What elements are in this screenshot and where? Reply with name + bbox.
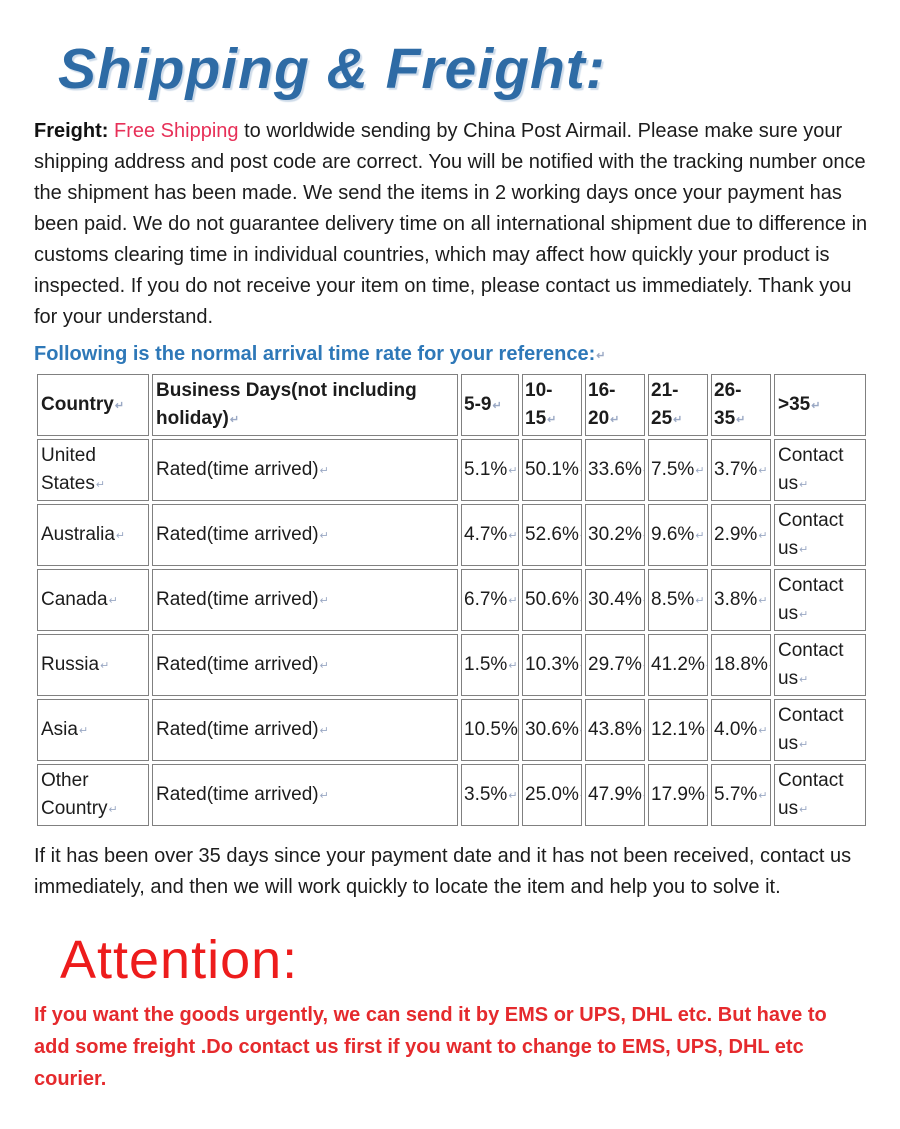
col-header-country: Country ↵ <box>37 374 149 436</box>
cell-rate-value: 4.0% ↵ <box>711 699 771 761</box>
table-row-australia <box>37 504 866 566</box>
cell-rate-value: 47.9% ↵ <box>585 764 645 826</box>
cell-rate-value: 41.2% ↵ <box>648 634 708 696</box>
cell-rate-value: 1.5% ↵ <box>461 634 519 696</box>
cell-rate-value: 10.5% ↵ <box>461 699 519 761</box>
cell-rate-value: 5.7% ↵ <box>711 764 771 826</box>
after-table-paragraph: If it has been over 35 days since your payment date and it has not been received, contact us immediately, and then we will work quickly to locate the item and help you to solve it. <box>34 845 852 898</box>
cell-contact-us: Contact us ↵ <box>774 569 866 631</box>
cell-rate-label: Rated(time arrived) ↵ <box>152 504 458 566</box>
cell-rate-value: 25.0% ↵ <box>522 764 582 826</box>
cell-rate-value: 29.7% ↵ <box>585 634 645 696</box>
cell-contact-us: Contact us ↵ <box>774 634 866 696</box>
cell-rate-value: 4.7% ↵ <box>461 504 519 566</box>
cell-rate-value: 3.8% ↵ <box>711 569 771 631</box>
cell-rate-label: Rated(time arrived) ↵ <box>152 634 458 696</box>
cell-country: Other Country ↵ <box>37 764 149 826</box>
cell-contact-us: Contact us ↵ <box>774 699 866 761</box>
cell-country: Australia ↵ <box>37 504 149 566</box>
col-header-16-20: 16-20 ↵ <box>585 374 645 436</box>
arrival-rate-table <box>34 371 869 829</box>
cell-rate-value: 43.8% ↵ <box>585 699 645 761</box>
cell-rate-value: 2.9% ↵ <box>711 504 771 566</box>
cell-rate-label: Rated(time arrived) ↵ <box>152 764 458 826</box>
freight-label: Freight: <box>34 120 109 142</box>
intro-paragraph <box>34 116 870 333</box>
cell-rate-value: 7.5% ↵ <box>648 439 708 501</box>
cell-contact-us: Contact us ↵ <box>774 764 866 826</box>
cell-rate-value: 30.4% ↵ <box>585 569 645 631</box>
cell-contact-us: Contact us ↵ <box>774 439 866 501</box>
cell-rate-value: 3.5% ↵ <box>461 764 519 826</box>
col-header-5-9: 5-9 ↵ <box>461 374 519 436</box>
cell-rate-value: 12.1% ↵ <box>648 699 708 761</box>
cell-country: United States ↵ <box>37 439 149 501</box>
cell-rate-value: 50.1% ↵ <box>522 439 582 501</box>
page-title: Shipping & Freight: <box>58 37 606 101</box>
col-header-21-25: 21-25 ↵ <box>648 374 708 436</box>
table-row-canada <box>37 569 866 631</box>
cell-rate-value: 6.7% ↵ <box>461 569 519 631</box>
cell-rate-value: 50.6% ↵ <box>522 569 582 631</box>
attention-heading: Attention: <box>60 930 299 990</box>
free-shipping-highlight: Free Shipping <box>114 120 239 142</box>
cell-rate-value: 33.6% ↵ <box>585 439 645 501</box>
cell-rate-value: 17.9% ↵ <box>648 764 708 826</box>
cell-rate-value: 5.1% ↵ <box>461 439 519 501</box>
table-caption: Following is the normal arrival time rate for your reference: ↵ <box>34 343 870 366</box>
table-header-row <box>37 374 866 436</box>
cell-rate-label: Rated(time arrived) ↵ <box>152 569 458 631</box>
attention-paragraph: If you want the goods urgently, we can send it by EMS or UPS, DHL etc. But have to add some freight .Do contact us first if you want to change to EMS, UPS, DHL etc courier. <box>34 1004 827 1090</box>
table-row-asia <box>37 699 866 761</box>
cell-rate-value: 8.5% ↵ <box>648 569 708 631</box>
cell-rate-label: Rated(time arrived) ↵ <box>152 699 458 761</box>
cell-rate-value: 9.6% ↵ <box>648 504 708 566</box>
table-row-other-country <box>37 764 866 826</box>
col-header-10-15: 10-15 ↵ <box>522 374 582 436</box>
cell-rate-label: Rated(time arrived) ↵ <box>152 439 458 501</box>
cell-rate-value: 30.6% ↵ <box>522 699 582 761</box>
cell-contact-us: Contact us ↵ <box>774 504 866 566</box>
col-header-26-35: 26-35 ↵ <box>711 374 771 436</box>
cell-rate-value: 30.2% ↵ <box>585 504 645 566</box>
cell-country: Asia ↵ <box>37 699 149 761</box>
cell-rate-value: 10.3% ↵ <box>522 634 582 696</box>
cell-country: Canada ↵ <box>37 569 149 631</box>
cell-rate-value: 18.8% ↵ <box>711 634 771 696</box>
cell-country: Russia ↵ <box>37 634 149 696</box>
cell-rate-value: 3.7% ↵ <box>711 439 771 501</box>
col-header-business-days: Business Days(not including holiday) ↵ <box>152 374 458 436</box>
table-row-russia <box>37 634 866 696</box>
cell-rate-value: 52.6% ↵ <box>522 504 582 566</box>
intro-text: to worldwide sending by China Post Airmail. Please make sure your shipping address and post code are correct. You will be notified with the tracking number once the shipment has been made. We send the items in 2 working days once your payment has been paid. We do not guarantee delivery time on all international shipment due to difference in customs clearing time in individual countries, which may affect how quickly your product is inspected. If you do not receive your item on time, please contact us immediately. Thank you for your understand. <box>34 120 868 328</box>
table-row-united-states <box>37 439 866 501</box>
col-header-over-35: >35 ↵ <box>774 374 866 436</box>
